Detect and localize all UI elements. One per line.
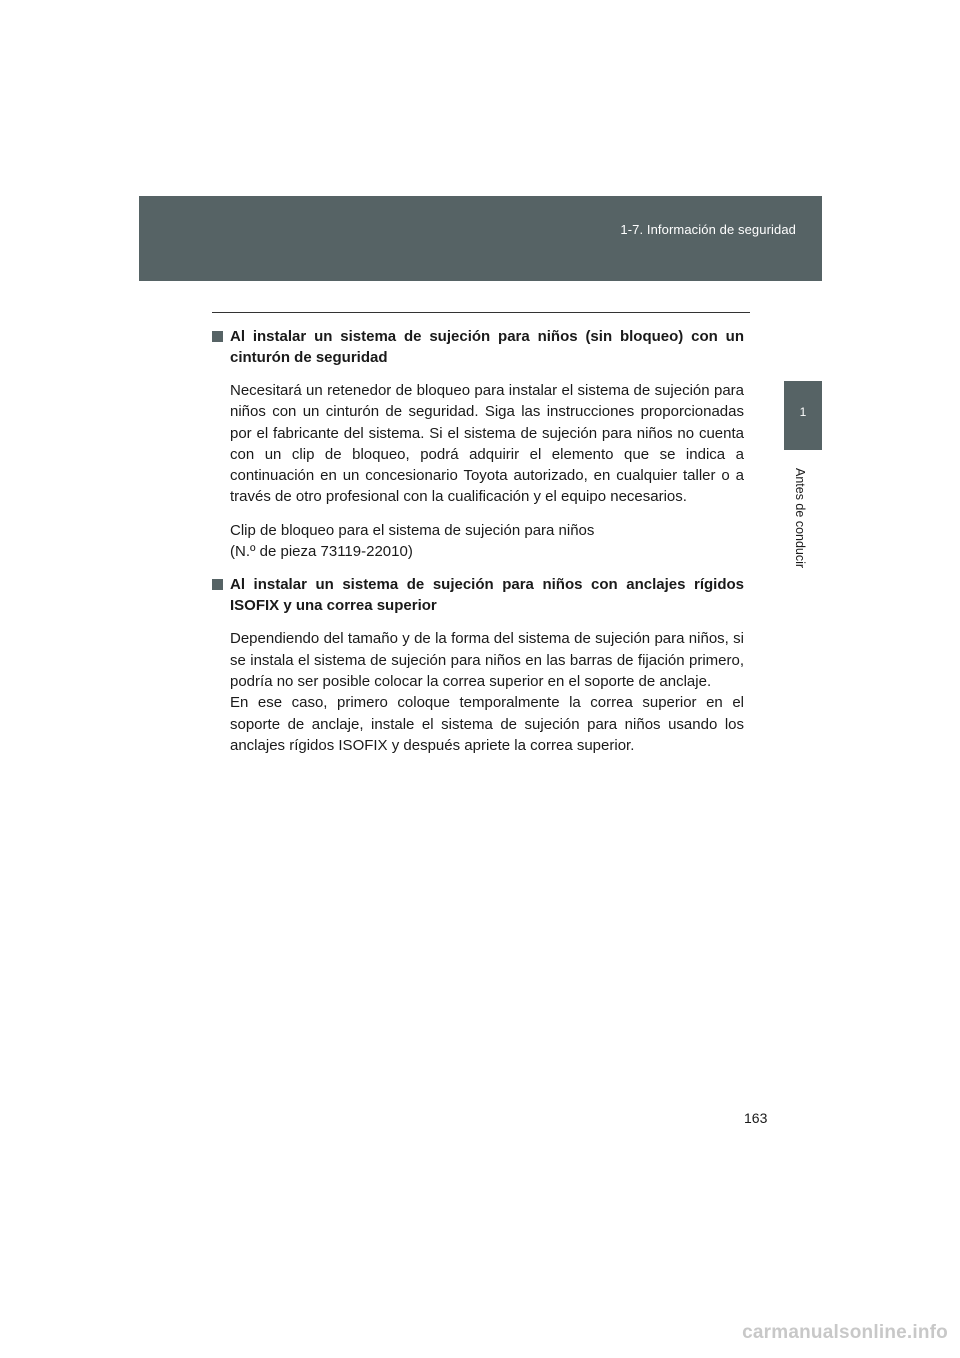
- watermark: carmanualsonline.info: [742, 1322, 948, 1343]
- section-heading: [212, 326, 744, 368]
- section-title: 1-7. Información de seguridad: [620, 222, 796, 237]
- page-content: [212, 326, 744, 768]
- part-number-paragraph: (N.º de pieza 73119-22010): [230, 543, 413, 561]
- body-paragraph: En ese caso, primero coloque temporalmente la correa superior en el soporte de anclaje, instale el sistema de sujeción para niños usando los anclajes rígidos ISOFIX y después apriete la correa superior.: [230, 694, 744, 754]
- top-divider: [212, 312, 750, 313]
- body-paragraph: Necesitará un retenedor de bloqueo para instalar el sistema de sujeción para niños con un cinturón de seguridad. Siga las instrucciones proporcionadas por el fabricante del sistema. Si el sistema de sujeción para niños no cuenta con un clip de bloqueo, podrá adquirir el elemento que se indica a continuación en un concesionario Toyota autorizado, en cualquier taller o a través de otro profesional con la cualificación y el equipo necesarios.: [230, 382, 744, 506]
- square-bullet-icon: [212, 331, 223, 342]
- section-heading-text: Al instalar un sistema de sujeción para niños con anclajes rígidos ISOFIX y una correa superior: [230, 576, 744, 615]
- chapter-number: 1: [799, 405, 807, 419]
- header-band: [139, 196, 822, 281]
- chapter-tab: [784, 381, 822, 450]
- section-heading-text: Al instalar un sistema de sujeción para niños (sin bloqueo) con un cinturón de seguridad: [230, 328, 744, 366]
- body-paragraph: Dependiendo del tamaño y de la forma del sistema de sujeción para niños, si se instala el sistema de sujeción para niños en las barras de fijación primero, podría no ser posible colocar la correa superior en el soporte de anclaje.: [230, 630, 744, 690]
- chapter-side-label: [790, 468, 810, 608]
- section-heading: [212, 574, 744, 616]
- square-bullet-icon: [212, 579, 223, 590]
- page-number: 163: [744, 1110, 768, 1126]
- body-paragraph: Clip de bloqueo para el sistema de sujeción para niños: [230, 521, 595, 539]
- chapter-title: Antes de conducir: [793, 468, 807, 569]
